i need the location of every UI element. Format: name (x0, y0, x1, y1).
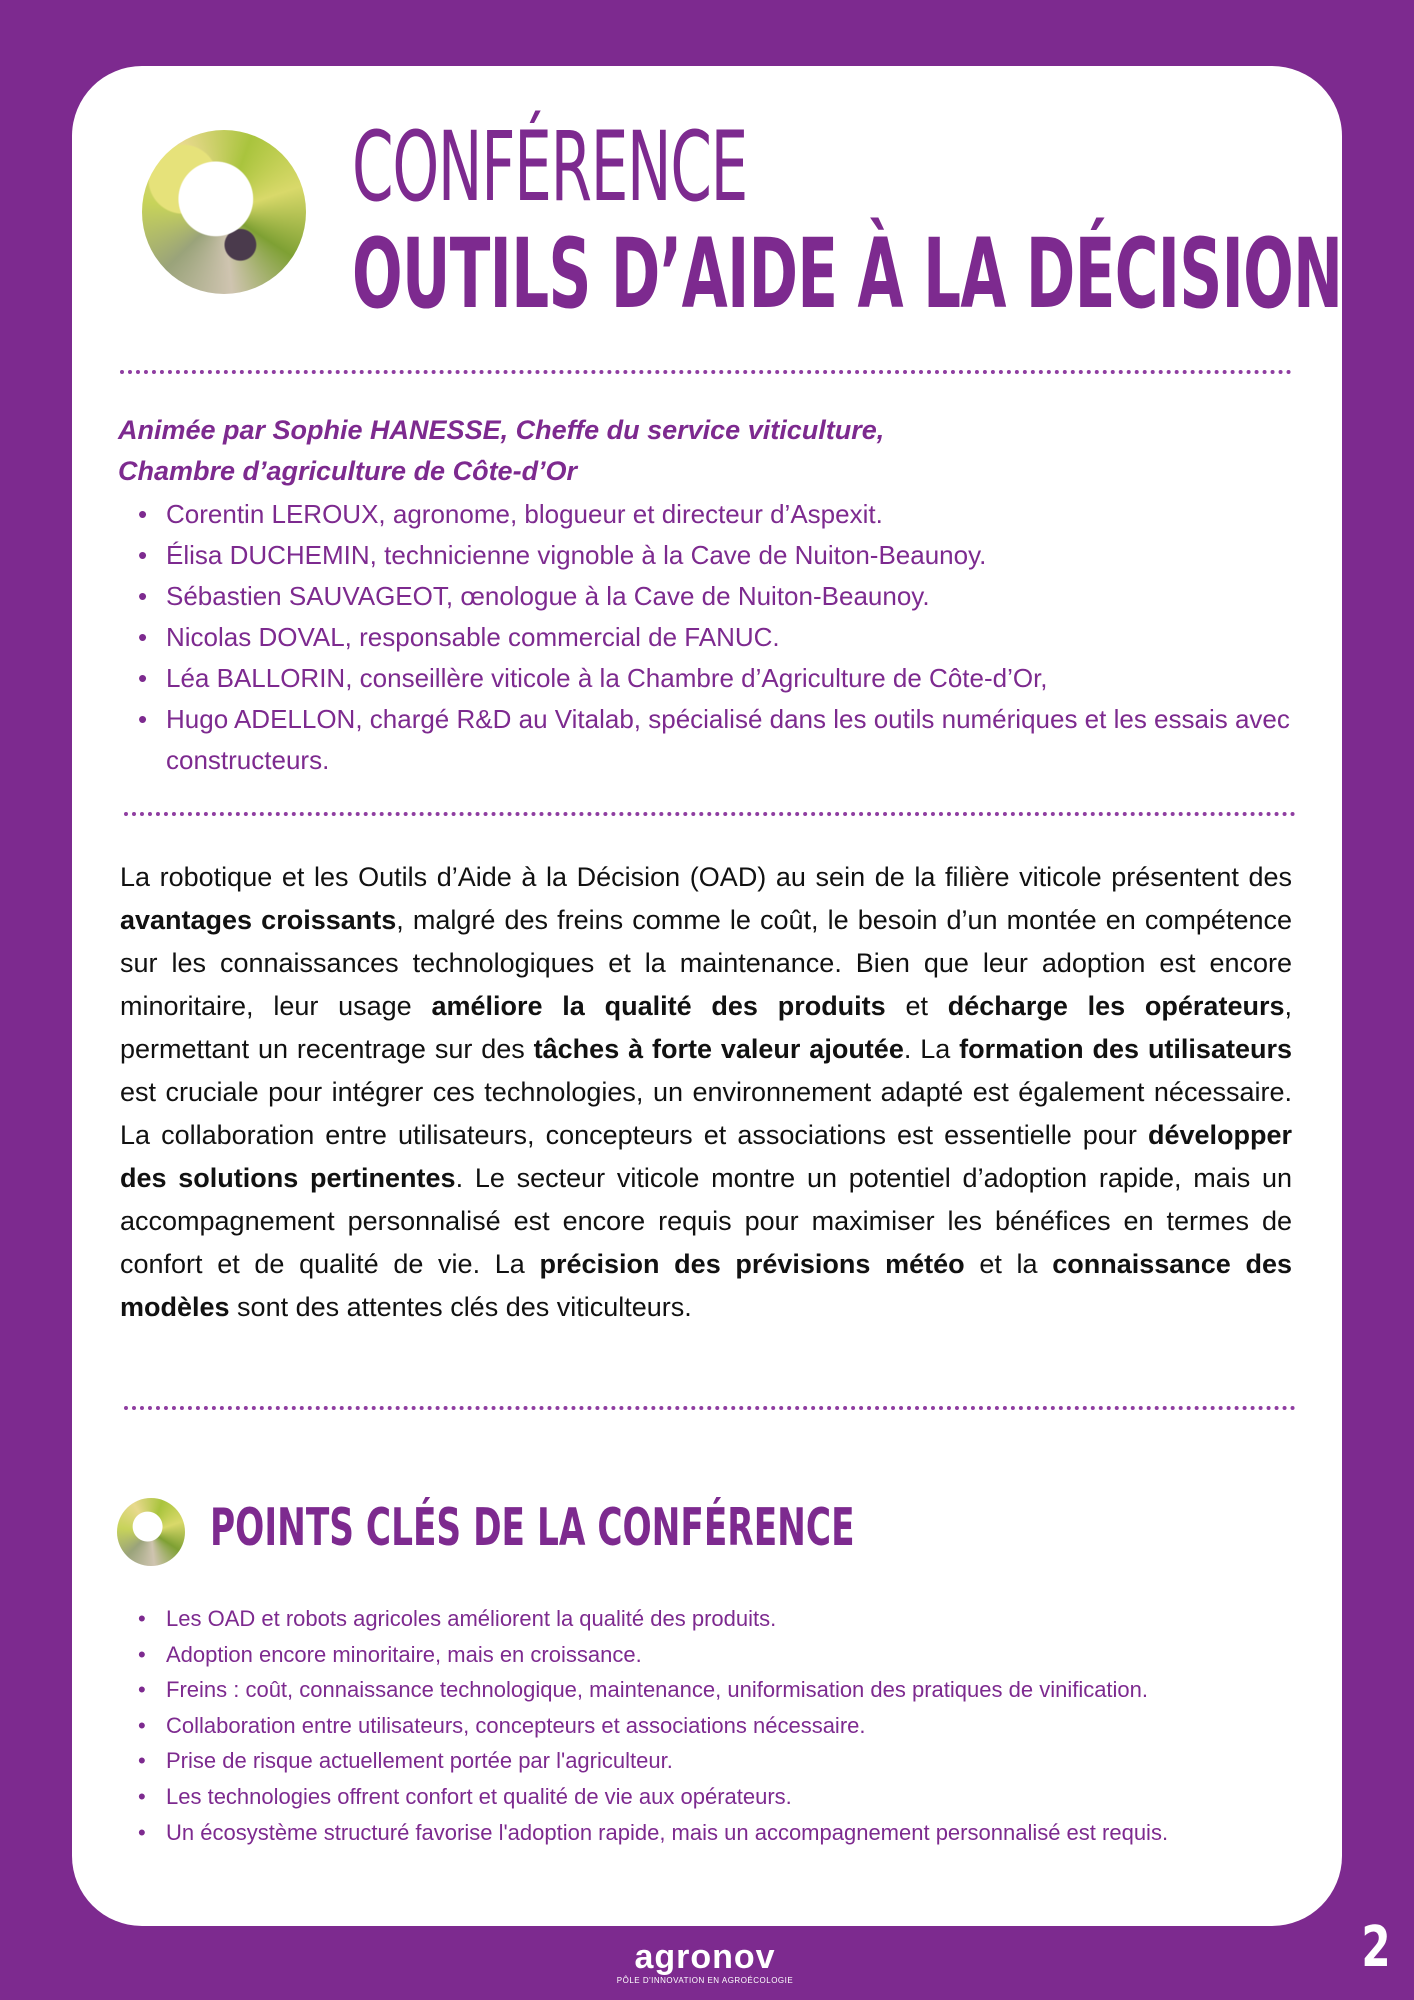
list-item: • Léa BALLORIN, conseillère viticole à la Chambre d’Agriculture de Côte-d’Or, (166, 658, 1326, 699)
vineyard-ring-small-icon (117, 1498, 185, 1566)
logo-wordmark: agronov (634, 1938, 776, 1976)
summary-text: . La (903, 1034, 960, 1064)
moderator-line-1: Animée par Sophie HANESSE, Cheffe du service viticulture, (118, 415, 885, 445)
summary-highlight: avantages croissants (120, 905, 397, 935)
summary-text: , permettant un recentrage sur des (120, 991, 1292, 1064)
title-line-2: OUTILS D’AIDE À LA DÉCISION (352, 218, 1343, 330)
list-item: • Les OAD et robots agricoles améliorent la qualité des produits. (166, 1601, 1346, 1637)
agronov-logo (560, 1940, 850, 1988)
logo-tagline: PÔLE D'INNOVATION EN AGROÉCOLOGIE (616, 1976, 794, 1985)
list-item: • Collaboration entre utilisateurs, concepteurs et associations nécessaire. (166, 1708, 1346, 1744)
page-title (352, 111, 1343, 330)
list-item: • Les technologies offrent confort et qualité de vie aux opérateurs. (166, 1779, 1346, 1815)
summary-highlight: tâches à forte valeur ajoutée (533, 1034, 904, 1064)
summary-text: , malgré des freins comme le coût, le besoin d’un montée en compétence sur les connaissances technologiques et la maintenance. Bien que leur adoption est encore minoritaire, leur usage (120, 905, 1292, 1021)
summary-highlight: améliore la qualité des produits (431, 991, 886, 1021)
summary-paragraph (120, 856, 1292, 1329)
summary-text: est cruciale pour intégrer ces technologies, un environnement adapté est également nécessaire. La collaboration entre utilisateurs, concepteurs et associations est essentielle pour (120, 1077, 1292, 1150)
list-item: • Élisa DUCHEMIN, technicienne vignoble à la Cave de Nuiton-Beaunoy. (166, 535, 1326, 576)
dotted-divider-3 (124, 1406, 1296, 1410)
summary-text: sont des attentes clés des viticulteurs. (229, 1292, 692, 1322)
title-line-1: CONFÉRENCE (352, 111, 748, 223)
dotted-divider-2 (124, 812, 1296, 816)
page-number: 2 (1361, 1915, 1391, 1980)
list-item: • Corentin LEROUX, agronome, blogueur et directeur d’Aspexit. (166, 494, 1326, 535)
key-points-list (118, 1601, 1346, 1850)
list-item: • Adoption encore minoritaire, mais en croissance. (166, 1637, 1346, 1673)
list-item: • Nicolas DOVAL, responsable commercial de FANUC. (166, 617, 1326, 658)
summary-highlight: formation des utilisateurs (959, 1034, 1292, 1064)
list-item: • Freins : coût, connaissance technologique, maintenance, uniformisation des pratiques de vinification. (166, 1672, 1346, 1708)
dotted-divider-1 (120, 370, 1292, 374)
vineyard-ring-icon (142, 130, 306, 294)
summary-highlight: décharge les opérateurs (947, 991, 1285, 1021)
list-item: • Sébastien SAUVAGEOT, œnologue à la Cave de Nuiton-Beaunoy. (166, 576, 1326, 617)
list-item: • Un écosystème structuré favorise l'adoption rapide, mais un accompagnement personnalisé est requis. (166, 1815, 1346, 1851)
summary-text: et (885, 991, 948, 1021)
summary-highlight: précision des prévisions météo (539, 1249, 965, 1279)
summary-text: . Le secteur viticole montre un potentiel d’adoption rapide, mais un accompagnement personnalisé est encore requis pour maximiser les bénéfices en termes de confort et de qualité de vie. La (120, 1163, 1293, 1279)
content-card (72, 66, 1342, 1926)
list-item: • Hugo ADELLON, chargé R&D au Vitalab, spécialisé dans les outils numériques et les essais avec constructeurs. (166, 699, 1326, 781)
summary-highlight: connaissance des modèles (120, 1249, 1292, 1322)
speakers-list (118, 494, 1326, 781)
list-item: • Prise de risque actuellement portée par l'agriculteur. (166, 1743, 1346, 1779)
summary-text: La robotique et les Outils d’Aide à la Décision (OAD) au sein de la filière viticole présentent des (120, 862, 1292, 892)
moderator-block (118, 410, 1258, 492)
summary-text: et la (964, 1249, 1053, 1279)
key-points-title: POINTS CLÉS DE LA CONFÉRENCE (210, 1498, 855, 1558)
moderator-line-2: Chambre d’agriculture de Côte-d’Or (118, 456, 578, 486)
summary-highlight: développer des solutions pertinentes (120, 1120, 1292, 1193)
